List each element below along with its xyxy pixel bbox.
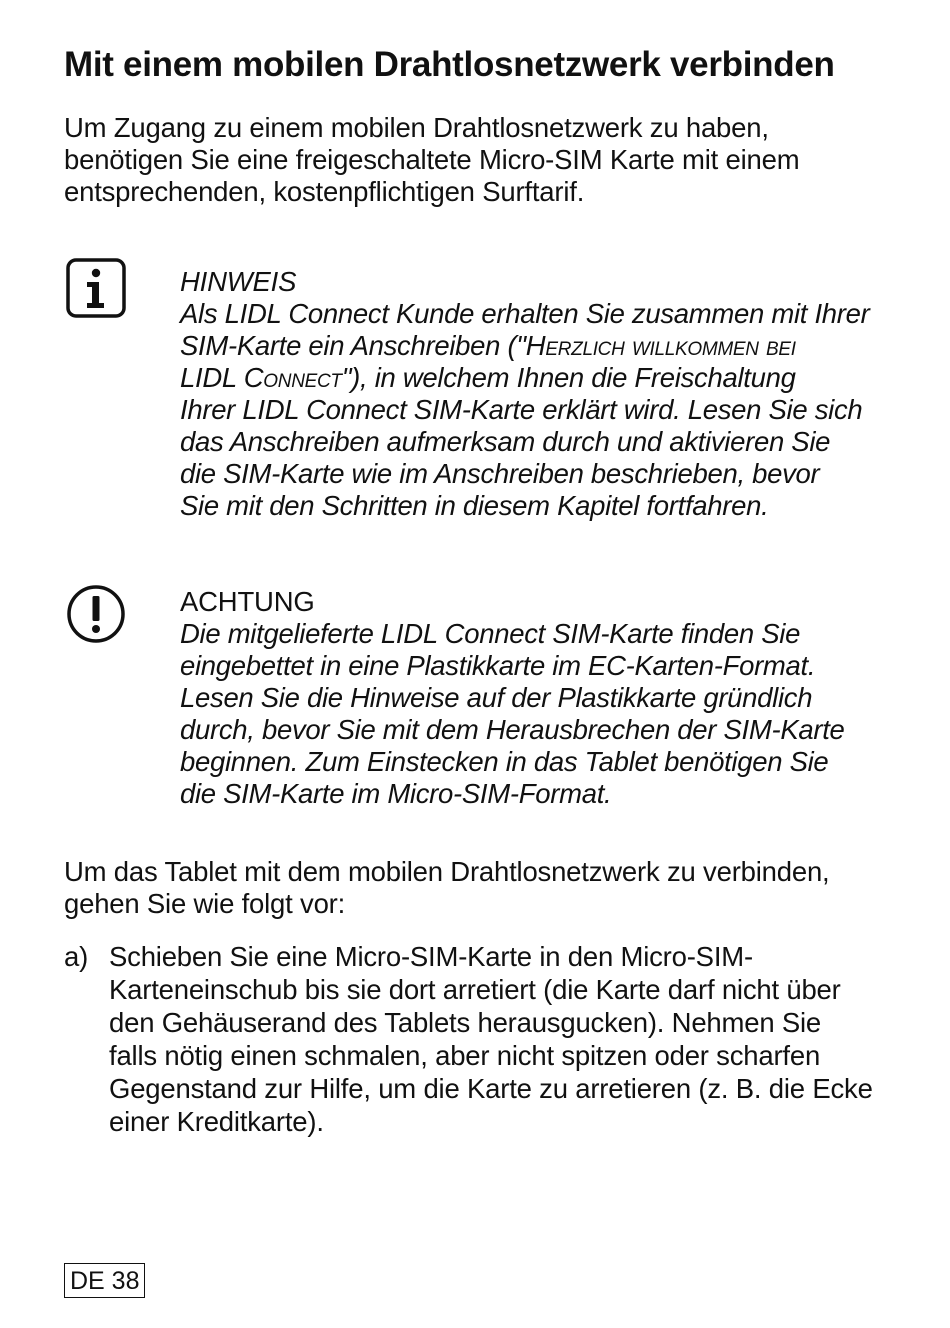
page-title: Mit einem mobilen Drahtlosnetzwerk verbinden <box>64 45 835 84</box>
hinweis-line: das Anschreiben aufmerksam durch und aktivieren Sie <box>180 426 831 457</box>
achtung-line: Lesen Sie die Hinweise auf der Plastikkarte gründlich <box>180 682 813 713</box>
achtung-line: durch, bevor Sie mit dem Herausbrechen der SIM-Karte <box>180 714 845 745</box>
step-line: den Gehäuserand des Tablets herausgucken). Nehmen Sie <box>109 1007 822 1038</box>
step-line: falls nötig einen schmalen, aber nicht spitzen oder scharfen <box>109 1040 821 1071</box>
info-icon <box>66 258 126 323</box>
procedure-intro-line: gehen Sie wie folgt vor: <box>64 888 346 919</box>
step-text <box>109 940 909 1138</box>
hinweis-line: Als LIDL Connect Kunde erhalten Sie zusammen mit Ihrer <box>180 298 870 329</box>
hinweis-body <box>180 298 920 522</box>
hinweis-letter-title: LIDL Connect <box>180 362 342 393</box>
achtung-body <box>180 618 920 810</box>
hinweis-line: die SIM-Karte wie im Anschreiben beschrieben, bevor <box>180 458 820 489</box>
intro-line: benötigen Sie eine freigeschaltete Micro-SIM Karte mit einem <box>64 144 800 175</box>
intro-line: Um Zugang zu einem mobilen Drahtlosnetzwerk zu haben, <box>64 112 769 143</box>
step-label: a) <box>64 941 89 972</box>
achtung-line: eingebettet in eine Plastikkarte im EC-Karten-Format. <box>180 650 816 681</box>
hinweis-line-text: SIM-Karte ein Anschreiben (" <box>180 330 526 361</box>
hinweis-line <box>180 362 920 394</box>
page-number-badge: DE 38 <box>64 1263 145 1298</box>
warning-exclamation-icon <box>66 584 126 649</box>
procedure-intro-line: Um das Tablet mit dem mobilen Drahtlosnetzwerk zu verbinden, <box>64 856 830 887</box>
hinweis-line-text: "), in welchem Ihnen die Freischaltung <box>341 362 796 393</box>
achtung-line: die SIM-Karte im Micro-SIM-Format. <box>180 778 612 809</box>
achtung-heading: ACHTUNG <box>180 586 315 617</box>
procedure-intro <box>64 856 904 920</box>
step-line: Gegenstand zur Hilfe, um die Karte zu arretieren (z. B. die Ecke <box>109 1073 873 1104</box>
hinweis-letter-title: Herzlich willkommen bei <box>525 330 796 361</box>
achtung-line: beginnen. Zum Einstecken in das Tablet benötigen Sie <box>180 746 829 777</box>
hinweis-line <box>180 330 920 362</box>
hinweis-line: Sie mit den Schritten in diesem Kapitel fortfahren. <box>180 490 769 521</box>
intro-line: entsprechenden, kostenpflichtigen Surftarif. <box>64 176 585 207</box>
hinweis-heading: HINWEIS <box>180 266 297 297</box>
achtung-line: Die mitgelieferte LIDL Connect SIM-Karte finden Sie <box>180 618 801 649</box>
hinweis-line: Ihrer LIDL Connect SIM-Karte erklärt wird. Lesen Sie sich <box>180 394 863 425</box>
step-line: Schieben Sie eine Micro-SIM-Karte in den Micro-SIM- <box>109 941 753 972</box>
step-line: einer Kreditkarte). <box>109 1106 324 1137</box>
intro-paragraph <box>64 112 904 208</box>
step-line: Karteneinschub bis sie dort arretiert (die Karte darf nicht über <box>109 974 841 1005</box>
